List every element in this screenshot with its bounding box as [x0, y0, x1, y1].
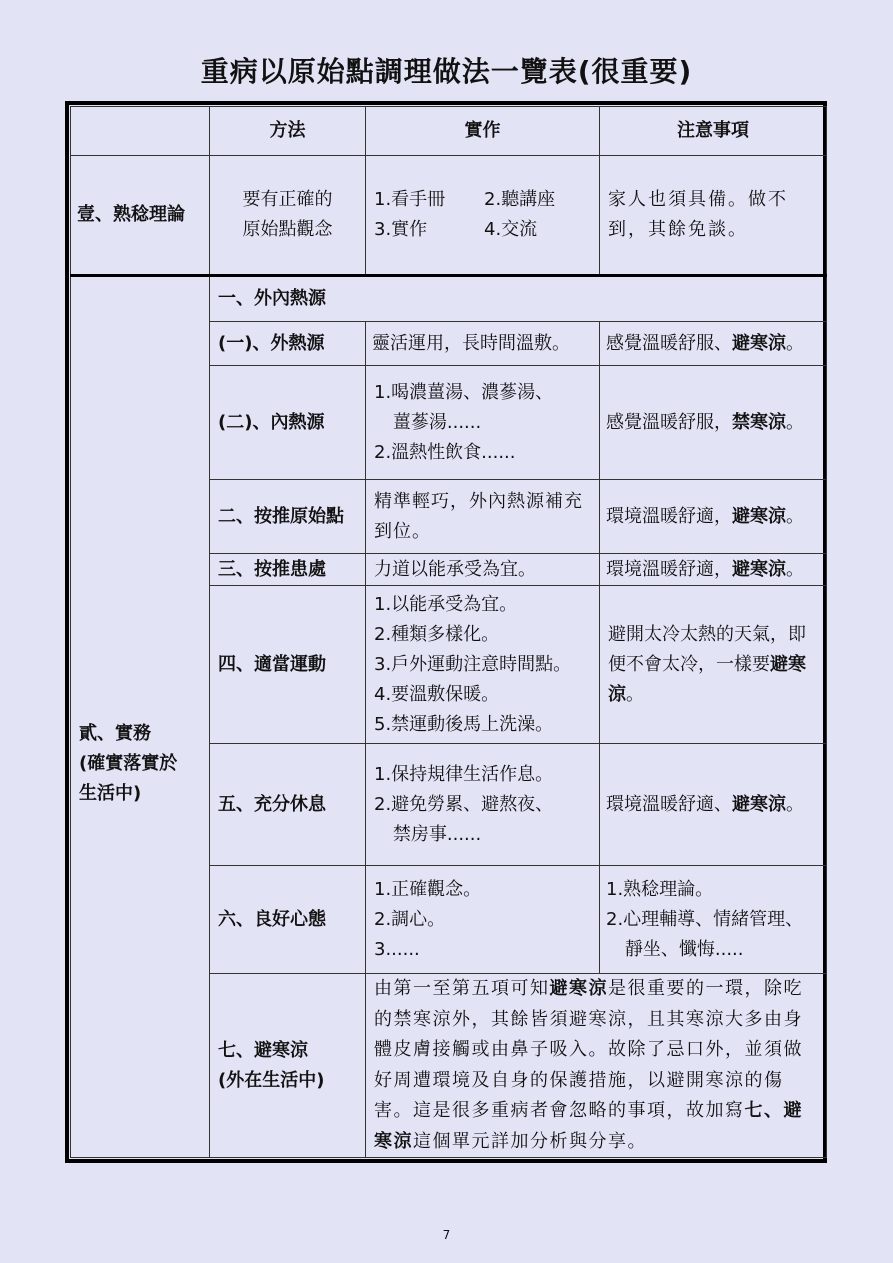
section1-notes: 家人也須具備。做不到，其餘免談。 [600, 156, 827, 276]
row-practice: 精準輕巧，外內熱源補充到位。 [366, 480, 600, 554]
section1-practice [366, 156, 600, 276]
practice-line: 2.種類多樣化。 [374, 623, 500, 645]
practice-item: 3.實作 [374, 219, 428, 240]
practice-line: 5.禁運動後馬上洗澡。 [374, 713, 554, 735]
row-notes [600, 744, 827, 866]
notes-line: 2.心理輔導、情緒管理、 [606, 908, 804, 930]
description-text: 這個單元詳加分析與分享。 [413, 1130, 647, 1152]
description-bold-text: 避寒涼 [549, 978, 608, 999]
practice-line: 4.要溫敷保暖。 [374, 683, 500, 705]
row-practice: 力道以能承受為宜。 [366, 554, 600, 586]
section2-label-line: (確實落實於 [79, 753, 178, 774]
practice-line: 3.戶外運動注意時間點。 [374, 653, 572, 675]
notes-text: 環境溫暖舒適， [606, 505, 732, 527]
row-practice [366, 744, 600, 866]
header-method: 方法 [210, 107, 366, 156]
header-empty [71, 107, 210, 156]
row-method: 六、良好心態 [210, 866, 366, 974]
page-number: 7 [442, 1228, 451, 1242]
notes-text: 。 [786, 505, 804, 527]
method-line: (外在生活中) [218, 1069, 325, 1091]
section2-label [71, 276, 210, 1158]
row-notes [600, 554, 827, 586]
notes-text: 環境溫暖舒適， [606, 558, 732, 580]
notes-text: 感覺溫暖舒服、 [606, 332, 732, 354]
practice-line: 1.以能承受為宜。 [374, 593, 518, 615]
guide-table-frame [65, 101, 827, 1163]
row-practice: 靈活運用，長時間溫敷。 [366, 322, 600, 366]
practice-line: 2.調心。 [374, 908, 446, 930]
practice-item: 1.看手冊 [374, 189, 446, 210]
section2-label-line: 生活中) [79, 783, 142, 804]
practice-line: 2.溫熱性飲食...... [374, 441, 516, 463]
practice-line: 薑蔘湯...... [392, 411, 482, 433]
notes-line: 1.熟稔理論。 [606, 878, 714, 900]
method-line: 原始點觀念 [242, 219, 333, 240]
notes-text: 環境溫暖舒適、 [606, 793, 732, 815]
notes-bold-text: 禁寒涼 [732, 411, 786, 433]
section1-label: 壹、熟稔理論 [71, 156, 210, 276]
practice-line: 禁房事...... [392, 823, 482, 845]
table-header-row [71, 107, 827, 156]
notes-text: 。 [786, 558, 804, 580]
practice-line [374, 185, 591, 215]
description-text: 由第一至第五項可知 [374, 978, 550, 999]
row-method: 二、按推原始點 [210, 480, 366, 554]
row-practice [366, 366, 600, 480]
method-line: 七、避寒涼 [218, 1039, 308, 1061]
row-practice [366, 866, 600, 974]
practice-line: 1.正確觀念。 [374, 878, 482, 900]
notes-bold-text: 避寒涼 [732, 558, 786, 580]
practice-line: 1.喝濃薑湯、濃蔘湯、 [374, 381, 554, 403]
notes-text: 。 [786, 411, 804, 433]
header-notes: 注意事項 [600, 107, 827, 156]
table-row-section1 [71, 156, 827, 276]
practice-item: 4.交流 [484, 219, 538, 240]
table-row-group1-header [71, 276, 827, 322]
row-practice [366, 586, 600, 744]
row-method: (一)、外熱源 [210, 322, 366, 366]
row-method: (二)、內熱源 [210, 366, 366, 480]
row-method: 五、充分休息 [210, 744, 366, 866]
practice-line [374, 215, 591, 245]
group1-header: 一、外內熱源 [210, 276, 827, 322]
notes-text: 避開太冷太熱的天氣，即便不會太冷，一樣要 [608, 623, 806, 675]
row-method: 四、適當運動 [210, 586, 366, 744]
notes-bold-text: 避寒涼 [732, 793, 786, 815]
row-notes [600, 480, 827, 554]
description-bold-text: 七、避寒涼 [374, 1100, 803, 1152]
section2-label-line: 貳、實務 [79, 723, 151, 744]
description-text: 是很重要的一環，除吃的禁寒涼外，其餘皆須避寒涼，且其寒涼大多由身體皮膚接觸或由鼻子吸入。故除了忌口外，並須做好周遭環境及自身的保護措施，以避開寒涼的傷害。這是很多重病者會忽略的事項，故加寫 [374, 978, 803, 1121]
last-row-description [366, 974, 827, 1158]
section1-method [210, 156, 366, 276]
page-title: 重病以原始點調理做法一覽表(很重要) [200, 55, 693, 88]
notes-text: 感覺溫暖舒服， [606, 411, 732, 433]
notes-bold-text: 避寒涼 [732, 332, 786, 354]
notes-text: 。 [786, 793, 804, 815]
practice-line: 1.保持規律生活作息。 [374, 763, 554, 785]
row-notes [600, 866, 827, 974]
practice-item: 2.聽講座 [484, 189, 556, 210]
method-line: 要有正確的 [242, 189, 333, 210]
row-method: 三、按推患處 [210, 554, 366, 586]
guide-table [70, 106, 827, 1158]
header-practice: 實作 [366, 107, 600, 156]
notes-bold-text: 避寒涼 [732, 505, 786, 527]
notes-bold-text: 避寒涼 [608, 653, 806, 705]
row-notes [600, 322, 827, 366]
practice-line: 2.避免勞累、避熬夜、 [374, 793, 554, 815]
notes-text: 。 [626, 683, 644, 705]
row-notes [600, 586, 827, 744]
notes-text: 。 [786, 332, 804, 354]
last-row-method [210, 974, 366, 1158]
row-notes [600, 366, 827, 480]
notes-line: 靜坐、懺悔..... [624, 938, 744, 960]
practice-line: 3...... [374, 938, 420, 960]
